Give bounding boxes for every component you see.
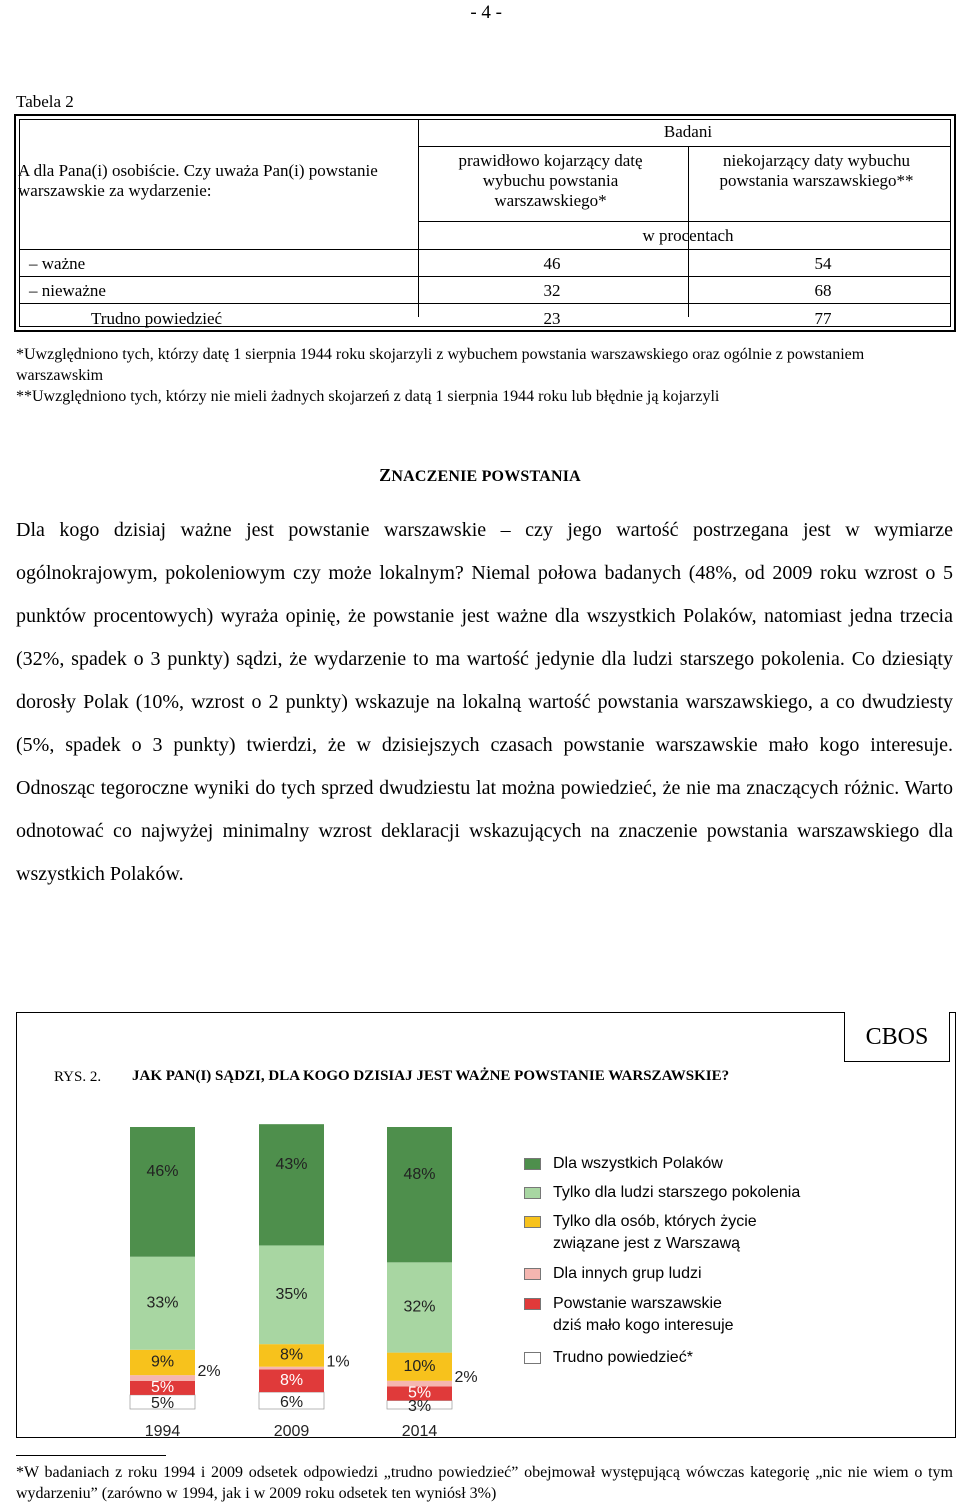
legend-label: Dla wszystkich Polaków bbox=[553, 1155, 723, 1172]
row-label: – nieważne bbox=[29, 281, 106, 300]
data-label: 1% bbox=[326, 1353, 350, 1371]
footnote-text: *W badaniach z roku 1994 i 2009 odsetek odpowiedzi „trudno powiedzieć” obejmował występującą wówczas kategorię „nic nie wiem o tym wydarzeniu” (zarówno w 1994, jak i w 2009 roku odsetek ten wyniósł 3%) bbox=[16, 1464, 953, 1502]
figure-footnote bbox=[16, 1462, 953, 1504]
bar-segment bbox=[130, 1127, 195, 1257]
legend-label: Powstanie warszawskie dziś mało kogo interesuje bbox=[553, 1295, 734, 1334]
legend-swatch bbox=[524, 1158, 541, 1170]
unit-header: w procentach bbox=[642, 226, 734, 245]
legend-swatch bbox=[524, 1187, 541, 1199]
bar-segment bbox=[259, 1124, 324, 1245]
legend-label: Tylko dla osób, których życie związane jest z Warszawą bbox=[553, 1213, 757, 1252]
row-value: 23 bbox=[543, 309, 561, 328]
body-paragraph: Dla kogo dzisiaj ważne jest powstanie warszawskie – czy jego wartość postrzegana jest w wymiarze ogólnokrajowym, pokoleniowym czy może lokalnym? Niemal połowa badanych (48%, od 2009 roku wzrost o 5 punktów procentowych) wyraża opinię, że powstanie jest ważne dla wszystkich Polaków, natomiast jedna trzecia (32%, spadek o 3 punkty) sądzi, że wydarzenie to ma wartość jedynie dla ludzi starszego pokolenia. Co dziesiąty dorosły Polak (10%, wzrost o 2 punkty) wskazuje na lokalną wartość powstania warszawskiego, a co dwudziesty (5%, spadek o 3 punkty) twierdzi, że w dzisiejszych czasach powstanie warszawskie mało kogo interesuje. Odnosząc tegoroczne wyniki do tych sprzed dwudziestu lat można powiedzieć, że nie ma znaczących różnic. Warto odnotować co najwyżej minimalny wzrost deklaracji wskazujących na znaczenie powstania warszawskiego dla wszystkich Polaków. bbox=[16, 519, 953, 885]
legend-swatch bbox=[524, 1352, 541, 1364]
data-label: 5% bbox=[150, 1379, 175, 1397]
legend-swatch bbox=[524, 1216, 541, 1228]
table-question: A dla Pana(i) osobiście. Czy uważa Pan(i) powstanie warszawskie za wydarzenie: bbox=[18, 161, 378, 200]
note-2: **Uwzględniono tych, którzy nie mieli żadnych skojarzeń z datą 1 sierpnia 1944 roku lub błędnie ją kojarzyli bbox=[16, 388, 720, 405]
x-tick-label: 2014 bbox=[401, 1423, 438, 1441]
data-label: 2% bbox=[197, 1363, 221, 1381]
table-group-header: Badani bbox=[663, 122, 713, 141]
data-label: 33% bbox=[146, 1294, 179, 1312]
data-label: 46% bbox=[146, 1163, 179, 1181]
cbos-logo: CBOS bbox=[844, 1012, 950, 1062]
data-label: 48% bbox=[403, 1165, 436, 1183]
data-label: 10% bbox=[403, 1357, 436, 1375]
data-label: 3% bbox=[407, 1397, 432, 1416]
figure-title: JAK PAN(I) SĄDZI, DLA KOGO DZISIAJ JEST WAŻNE POWSTANIE WARSZAWSKIE? bbox=[132, 1068, 730, 1084]
data-label: 2% bbox=[454, 1368, 478, 1386]
legend-label: Tylko dla ludzi starszego pokolenia bbox=[553, 1184, 801, 1201]
data-label: 5% bbox=[150, 1395, 175, 1413]
data-label: 32% bbox=[403, 1298, 436, 1316]
data-label: 5% bbox=[407, 1384, 432, 1402]
legend-label: Trudno powiedzieć* bbox=[553, 1349, 693, 1366]
page-number: - 4 - bbox=[470, 2, 502, 23]
col2-header: niekojarzący daty wybuchu powstania warszawskiego** bbox=[719, 151, 914, 190]
legend-swatch bbox=[524, 1268, 541, 1280]
note-1: *Uwzględniono tych, którzy datę 1 sierpnia 1944 roku skojarzyli z wybuchem powstania warszawskiego oraz ogólnie z powstaniem warszawskim bbox=[16, 346, 865, 384]
data-label: 35% bbox=[275, 1286, 308, 1304]
footnote-separator bbox=[16, 1455, 166, 1456]
row-value: 77 bbox=[814, 309, 832, 328]
data-label: 8% bbox=[279, 1346, 304, 1364]
bar-segment bbox=[387, 1127, 452, 1262]
table-caption: Tabela 2 bbox=[16, 92, 74, 111]
data-label: 43% bbox=[275, 1156, 308, 1174]
bar-segment bbox=[259, 1367, 324, 1370]
row-value: 32 bbox=[543, 281, 561, 300]
row-value: 54 bbox=[814, 254, 832, 273]
row-value: 46 bbox=[543, 254, 561, 273]
section-heading-rest: NACZENIE POWSTANIA bbox=[391, 468, 581, 485]
row-value: 68 bbox=[814, 281, 832, 300]
row-label: – ważne bbox=[29, 254, 86, 273]
x-tick-label: 1994 bbox=[144, 1423, 181, 1441]
data-label: 8% bbox=[279, 1372, 304, 1390]
legend-swatch bbox=[524, 1298, 541, 1310]
section-heading-initial: Z bbox=[379, 465, 392, 485]
data-label: 9% bbox=[150, 1353, 175, 1371]
legend-label: Dla innych grup ludzi bbox=[553, 1265, 702, 1282]
x-tick-label: 2009 bbox=[273, 1423, 310, 1441]
row-label: Trudno powiedzieć bbox=[91, 309, 223, 328]
data-label: 6% bbox=[279, 1393, 304, 1411]
col1-header: prawidłowo kojarzący datę wybuchu powstania warszawskiego* bbox=[458, 151, 643, 210]
figure-label: RYS. 2. bbox=[54, 1069, 102, 1085]
